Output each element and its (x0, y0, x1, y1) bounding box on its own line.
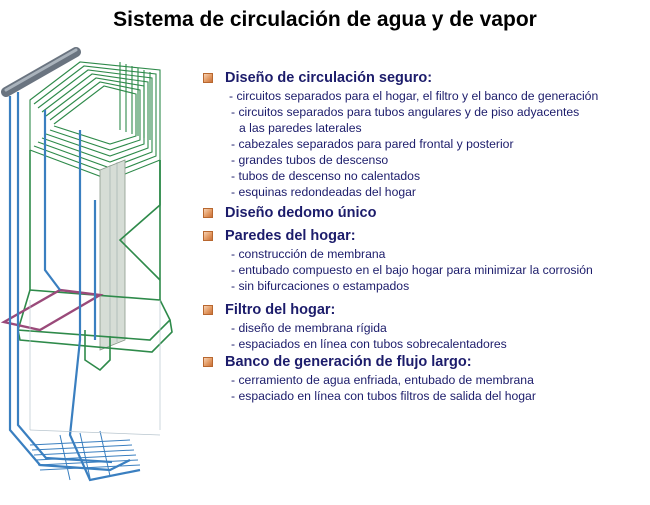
section-circulation-design (203, 68, 648, 200)
list-item: a las paredes laterales (239, 121, 362, 135)
list-item: - esquinas redondeadas del hogar (231, 185, 416, 199)
generating-bank-tubes (30, 62, 160, 180)
list-item: - tubos de descenso no calentados (231, 169, 421, 183)
section-furnace-walls (203, 226, 648, 294)
square-bullet-icon (203, 231, 213, 241)
list-item: - circuitos separados para tubos angulares y de piso adyacentes (231, 105, 580, 119)
list-item: - entubado compuesto en el bajo hogar para minimizar la corrosión (231, 263, 593, 277)
list-item: - espaciados en línea con tubos sobrecalentadores (231, 337, 507, 351)
list-item: - cerramiento de agua enfriada, entubado de membrana (231, 373, 534, 387)
square-bullet-icon (203, 73, 213, 83)
section-heading: Diseño dedomo único (225, 205, 377, 221)
feature-list (203, 68, 648, 404)
section-heading: Diseño de circulación seguro: (225, 70, 433, 86)
section-heading: Banco de generación de flujo largo: (225, 354, 472, 370)
section-generating-bank (203, 352, 648, 404)
square-bullet-icon (203, 305, 213, 315)
boiler-circulation-diagram (0, 40, 200, 505)
section-single-drum (203, 203, 648, 223)
square-bullet-icon (203, 357, 213, 367)
page-title: Sistema de circulación de agua y de vapor (113, 8, 537, 31)
section-furnace-screen (203, 300, 648, 352)
section-heading: Paredes del hogar: (225, 228, 356, 244)
list-item: - espaciado en línea con tubos filtros de salida del hogar (231, 389, 536, 403)
list-item: - diseño de membrana rígida (231, 321, 387, 335)
list-item: - grandes tubos de descenso (231, 153, 389, 167)
list-item: - sin bifurcaciones o estampados (231, 279, 410, 293)
section-heading: Filtro del hogar: (225, 302, 336, 318)
square-bullet-icon (203, 208, 213, 218)
steam-drum (6, 50, 76, 92)
list-item: - cabezales separados para pared frontal y posterior (231, 137, 514, 151)
list-item: - circuitos separados para el hogar, el filtro y el banco de generación (229, 89, 599, 103)
list-item: - construcción de membrana (231, 247, 386, 261)
furnace-screen-panel (100, 160, 125, 350)
